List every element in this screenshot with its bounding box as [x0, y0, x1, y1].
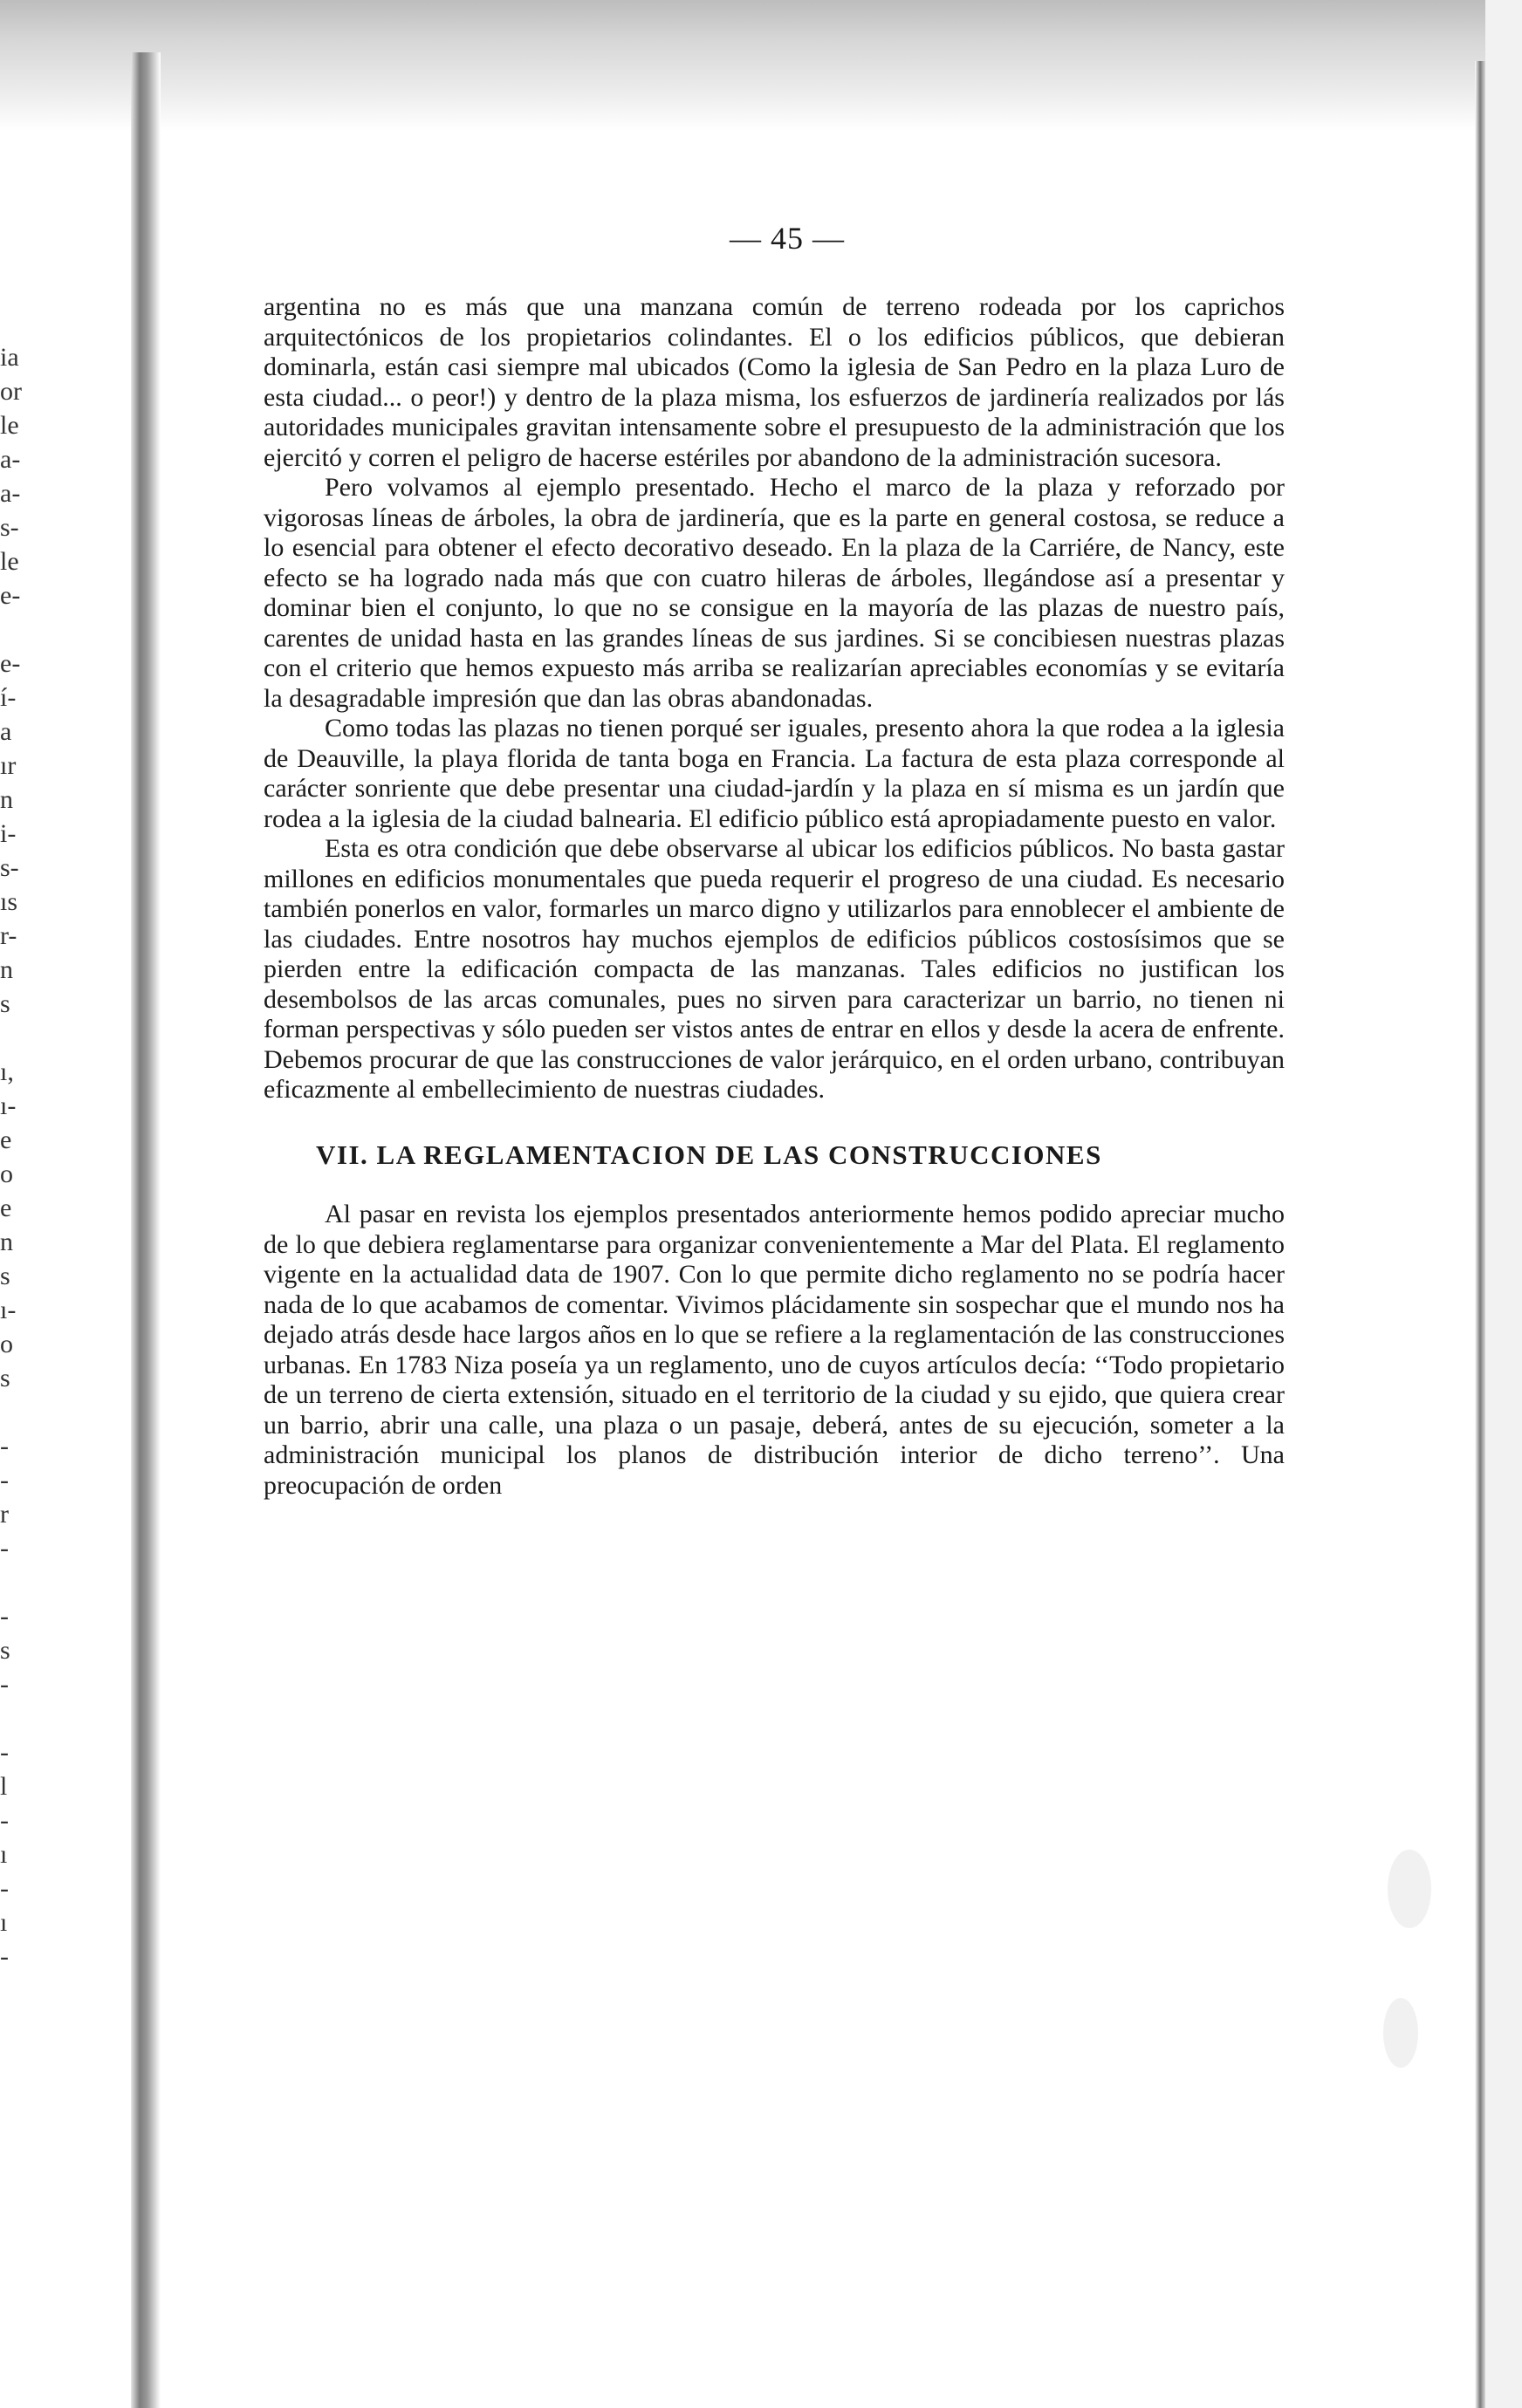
facing-page-fragment: l — [0, 1772, 8, 1801]
facing-page-fragment — [0, 1565, 35, 1599]
paragraph: Pero volvamos al ejemplo presentado. Hecho el marco de la plaza y reforzado por vigorosas líneas de árboles, la obra de jardinería, que es la parte en general costosa, se reduce a lo esencial para obtener el efecto decorativo deseado. En la plaza de la Carriére, de Nancy, este efecto se ha logrado nada más que con cuatro hileras de árboles, llegándose así a presentar y dominar bien el conjunto, lo que no se consigue en la mayoría de las plazas de nuestro país, carentes de unidad hasta en las grandes líneas de sus jardines. Si se concibiesen nuestras plazas con el criterio que hemos expuesto más arriba se realizarían apreciables economías y se evitaría la desagradable impresión que dan las obras abandonadas. — [264, 473, 1285, 713]
right-margin — [1485, 0, 1522, 2408]
facing-page-fragment: n — [0, 1228, 13, 1256]
facing-page-fragment: - — [0, 1534, 9, 1563]
facing-page-fragment: - — [0, 1602, 9, 1631]
facing-page-fragment: - — [0, 1806, 9, 1835]
facing-page-fragment: r- — [0, 921, 17, 950]
scan-smudge — [1383, 1998, 1418, 2068]
facing-page-fragment: a — [0, 717, 12, 746]
facing-page-fragment: - — [0, 1432, 9, 1461]
facing-page-fragment — [0, 1021, 35, 1055]
facing-page-fragment: e — [0, 1125, 12, 1154]
scan-shadow-top — [0, 0, 1522, 131]
facing-page-fragment — [0, 1395, 35, 1429]
facing-page-fragment: - — [0, 1874, 9, 1903]
page-body — [264, 292, 1285, 1501]
facing-page-fragment: e- — [0, 649, 21, 678]
facing-page-fragment — [0, 612, 35, 646]
facing-page-fragment: - — [0, 1466, 9, 1495]
facing-page-fragments — [0, 340, 35, 1974]
right-page-edge — [1475, 61, 1485, 2408]
scan-smudge — [1388, 1850, 1431, 1928]
facing-page-fragment: s — [0, 989, 10, 1018]
facing-page-fragment: e- — [0, 581, 21, 610]
facing-page-fragment: ı- — [0, 1296, 17, 1324]
page-number: — 45 — — [730, 221, 845, 256]
facing-page-fragment: le — [0, 547, 19, 576]
facing-page-fragment: o — [0, 1160, 13, 1188]
paragraph: argentina no es más que una manzana común de terreno rodeada por los caprichos arquitectónicos de los propietarios colindantes. El o los edificios públicos, que debieran dominarla, están casi siempre mal ubicados (Como la iglesia de San Pedro en la plaza Luro de esta ciudad... o peor!) y dentro de la plaza misma, los esfuerzos de jardinería realizados por lás autoridades municipales gravitan intensamente sobre el presupuesto de la administración que los ejercitó y corren el peligro de hacerse estériles por abandono de la administración sucesora. — [264, 292, 1285, 472]
facing-page-fragment: ı- — [0, 1091, 17, 1120]
facing-page-fragment: r — [0, 1500, 9, 1529]
facing-page-fragment: ı — [0, 1908, 8, 1937]
facing-page-fragment: ia — [0, 343, 19, 372]
paragraph: Al pasar en revista los ejemplos presentados anteriormente hemos podido apreciar mucho de lo que debiera reglamentarse para organizar convenientemente a Mar del Plata. El reglamento vigente en la actualidad data de 1907. Con lo que permite dicho reglamento no se podría hacer nada de lo que acabamos de comentar. Vivimos plácidamente sin sospechar que el mundo nos ha dejado atrás desde hace largos años en lo que se refiere a la reglamentación de las construcciones urbanas. En 1783 Niza poseía ya un reglamento, uno de cuyos artículos decía: ‘‘Todo propietario de un terreno de cierta extensión, situado en el territorio de la ciudad y su ejido, que quiera crear un barrio, abrir una calle, una plaza o un pasaje, deberá, antes de su ejecución, someter a la administración municipal los planos de distribución interior de dicho terreno’’. Una preocupación de orden — [264, 1200, 1285, 1500]
facing-page-fragment: ı — [0, 1840, 8, 1869]
facing-page-fragment: n — [0, 955, 13, 984]
facing-page-fragment: e — [0, 1194, 12, 1222]
facing-page-fragment: ır — [0, 751, 17, 780]
facing-page-fragment: n — [0, 785, 13, 814]
paragraph: Como todas las plazas no tienen porqué ser iguales, presento ahora la que rodea a la iglesia de Deauville, la playa florida de tanta boga en Francia. La factura de esta plaza corresponde al carácter sonriente que debe presentar una ciudad-jardín y la plaza en sí misma es un jardín que rodea a la iglesia de la ciudad balnearia. El edificio público está apropiadamente puesto en valor. — [264, 714, 1285, 833]
paragraph: Esta es otra condición que debe observarse al ubicar los edificios públicos. No basta gastar millones en edificios monumentales que pueda requerir el progreso de una ciudad. Es necesario también ponerlos en valor, formarles un marco digno y utilizarlos para ennoblecer el ambiente de las ciudades. Entre nosotros hay muchos ejemplos de edificios públicos costosísimos que se pierden entre la edificación compacta de las manzanas. Tales edificios no justifican los desembolsos de las arcas comunales, pues no sirven para caracterizar un barrio, no tienen ni forman perspectivas y sólo pueden ser vistos antes de entrar en ellos y desde la acera de enfrente. Debemos procurar de que las construcciones de valor jerárquico, en el orden urbano, contribuyan eficazmente al embellecimiento de nuestras ciudades. — [264, 834, 1285, 1104]
facing-page-fragment: a- — [0, 479, 21, 508]
facing-page-fragment: le — [0, 411, 19, 440]
page-binding-gutter — [131, 52, 161, 2408]
facing-page-fragment: - — [0, 1942, 9, 1971]
facing-page-fragment: s — [0, 1364, 10, 1392]
facing-page-fragment: - — [0, 1738, 9, 1767]
facing-page-fragment: a- — [0, 445, 21, 474]
facing-page-fragment: s- — [0, 853, 19, 882]
facing-page-fragment: ıs — [0, 887, 18, 916]
section-heading: VII. LA REGLAMENTACION DE LAS CONSTRUCCIONES — [316, 1139, 1102, 1170]
facing-page-fragment: ı, — [0, 1057, 14, 1086]
facing-page-fragment: s — [0, 1262, 10, 1290]
facing-page-fragment: i- — [0, 819, 17, 848]
facing-page-fragment: s- — [0, 513, 19, 542]
facing-page-fragment: s — [0, 1636, 10, 1665]
facing-page-fragment: í- — [0, 683, 17, 712]
facing-page-fragment: o — [0, 1330, 13, 1358]
facing-page-fragment: - — [0, 1670, 9, 1699]
facing-page-fragment: or — [0, 377, 22, 406]
facing-page-fragment — [0, 1701, 35, 1735]
